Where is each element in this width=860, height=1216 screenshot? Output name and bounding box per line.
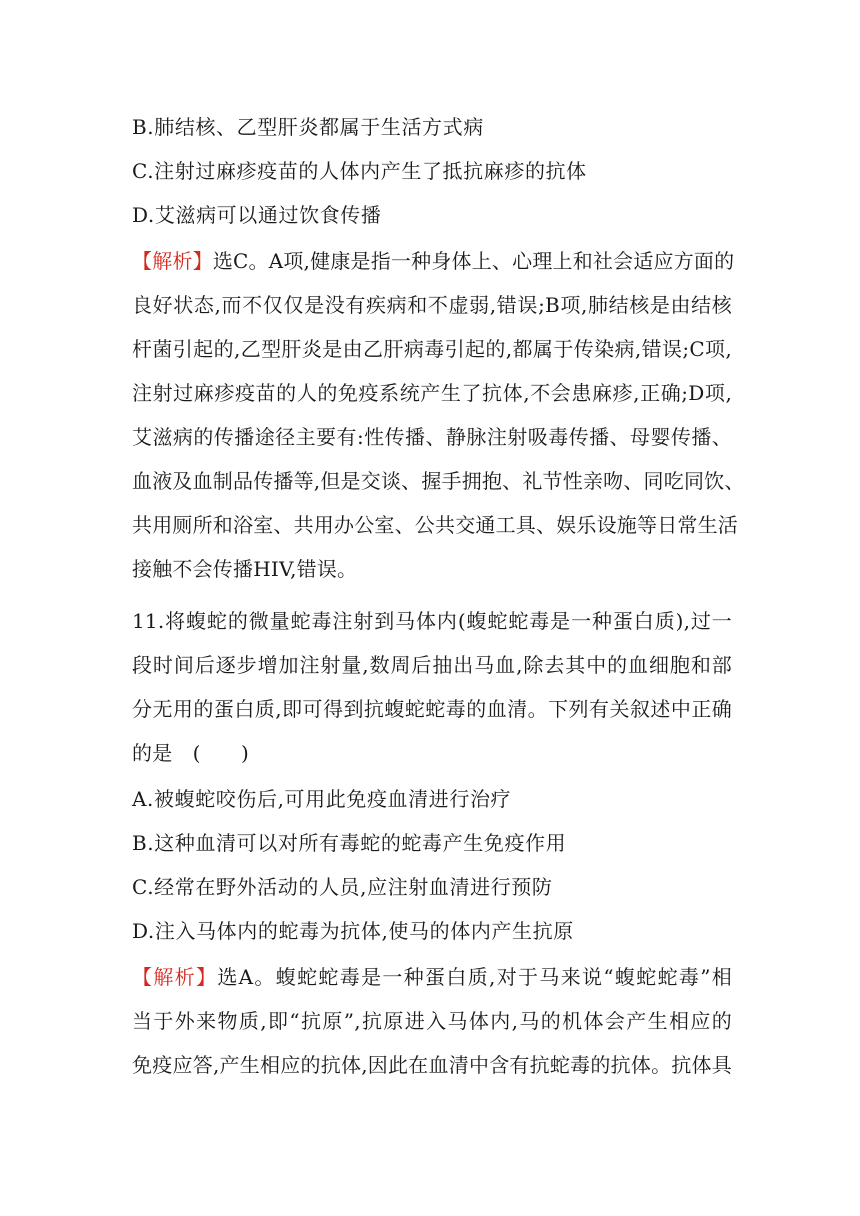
q10-analysis-line-6: 血液及血制品传播等,但是交谈、握手拥抱、礼节性亲吻、同吃同饮、 bbox=[132, 469, 745, 493]
analysis-text: 选C。A项,健康是指一种身体上、心理上和社会适应方面的 bbox=[212, 249, 735, 273]
q11-analysis-line-1 bbox=[132, 964, 732, 990]
q10-analysis-line-5: 艾滋病的传播途径主要有:性传播、静脉注射吸毒传播、母婴传播、 bbox=[132, 425, 732, 449]
q10-analysis-line-8: 接触不会传播HIV,错误。 bbox=[132, 557, 358, 581]
q11-stem-line-3: 分无用的蛋白质,即可得到抗蝮蛇蛇毒的血清。下列有关叙述中正确 bbox=[132, 697, 732, 721]
q11-option-c: C.经常在野外活动的人员,应注射血清进行预防 bbox=[132, 875, 553, 899]
q10-analysis-line-1 bbox=[132, 248, 735, 274]
q11-analysis-line-2: 当于外来物质,即“抗原”,抗原进入马体内,马的机体会产生相应的 bbox=[132, 1009, 732, 1033]
q10-analysis-line-2: 良好状态,而不仅仅是没有疾病和不虚弱,错误;B项,肺结核是由结核 bbox=[132, 293, 732, 317]
q10-option-d: D.艾滋病可以通过饮食传播 bbox=[132, 203, 382, 227]
q10-option-b: B.肺结核、乙型肝炎都属于生活方式病 bbox=[132, 115, 484, 139]
q10-analysis-line-7: 共用厕所和浴室、共用办公室、公共交通工具、娱乐设施等日常生活 bbox=[132, 513, 738, 537]
q11-option-b: B.这种血清可以对所有毒蛇的蛇毒产生免疫作用 bbox=[132, 831, 567, 855]
q11-stem-line-4: 的是 ( ) bbox=[132, 741, 250, 765]
analysis-text: 选A。蝮蛇蛇毒是一种蛋白质,对于马来说“蝮蛇蛇毒”相 bbox=[217, 965, 732, 989]
analysis-tag: 【解析】 bbox=[132, 249, 213, 273]
q10-analysis-line-4: 注射过麻疹疫苗的人的免疫系统产生了抗体,不会患麻疹,正确;D项, bbox=[132, 381, 732, 405]
q10-analysis-line-3: 杆菌引起的,乙型肝炎是由乙肝病毒引起的,都属于传染病,错误;C项, bbox=[132, 337, 732, 361]
q11-stem-line-2: 段时间后逐步增加注射量,数周后抽出马血,除去其中的血细胞和部 bbox=[132, 653, 732, 677]
q11-stem-line-1: 11.将蝮蛇的微量蛇毒注射到马体内(蝮蛇蛇毒是一种蛋白质),过一 bbox=[132, 609, 732, 633]
q11-option-a: A.被蝮蛇咬伤后,可用此免疫血清进行治疗 bbox=[132, 787, 512, 811]
q11-option-d: D.注入马体内的蛇毒为抗体,使马的体内产生抗原 bbox=[132, 919, 574, 943]
q10-option-c: C.注射过麻疹疫苗的人体内产生了抵抗麻疹的抗体 bbox=[132, 159, 587, 183]
analysis-tag: 【解析】 bbox=[132, 965, 218, 989]
q11-analysis-line-3: 免疫应答,产生相应的抗体,因此在血清中含有抗蛇毒的抗体。抗体具 bbox=[132, 1053, 732, 1077]
